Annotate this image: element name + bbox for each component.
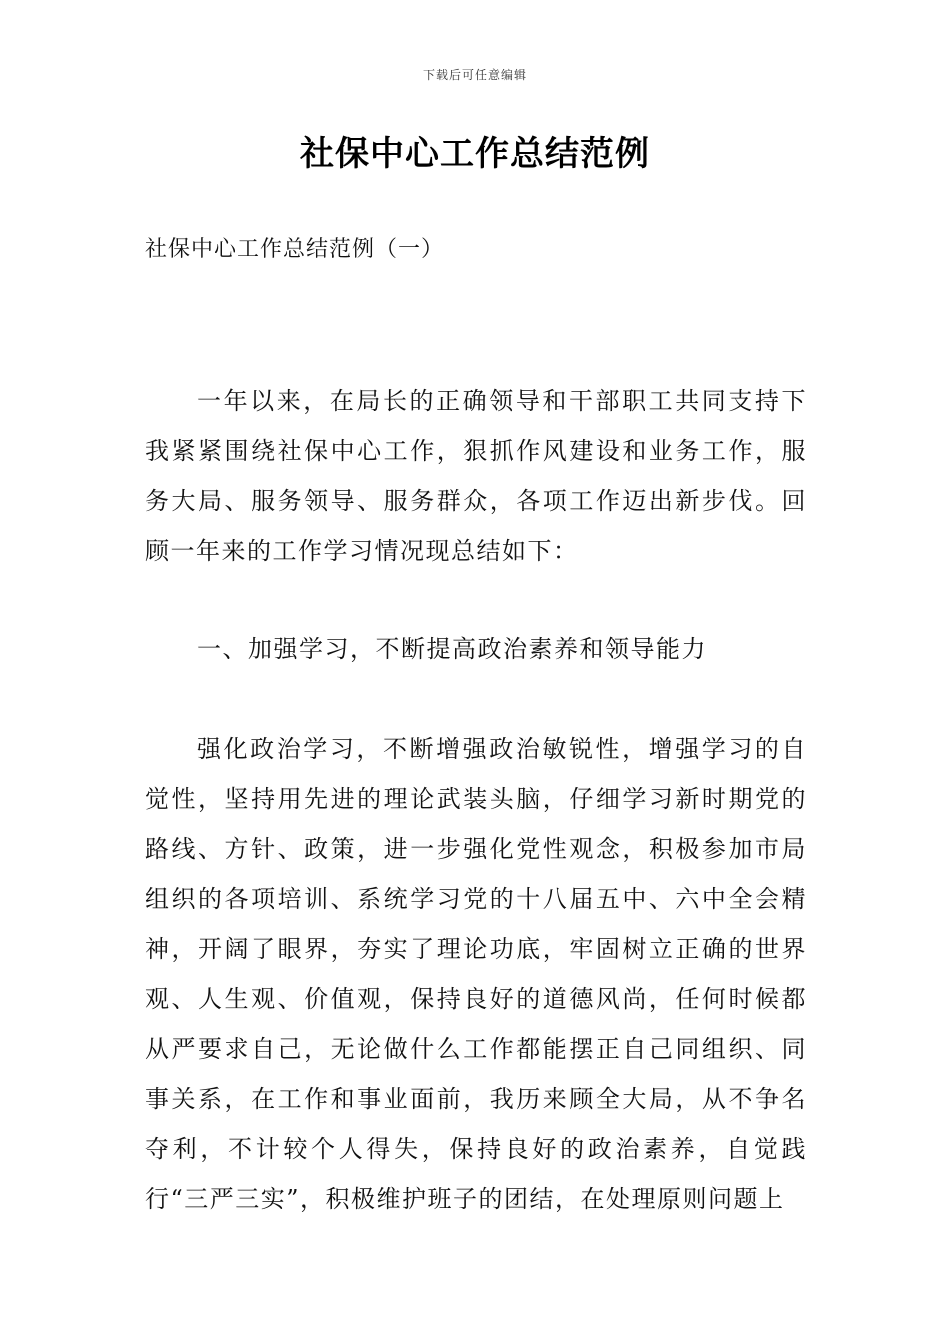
document-subtitle: 社保中心工作总结范例（一） [145,237,445,262]
section-heading: 一、加强学习，不断提高政治素养和领导能力 [197,635,707,663]
body-paragraph: 强化政治学习，不断增强政治敏锐性，增强学习的自觉性，坚持用先进的理论武装头脑，仔细学习新时期党的路线、方针、政策，进一步强化党性观念，积极参加市局组织的各项培训、系统学习党的十八届五中、六中全会精神，开阔了眼界，夯实了理论功底，牢固树立正确的世界观、人生观、价值观，保持良好的道德风尚，任何时候都从严要求自己，无论做什么工作都能摆正自己同组织、同事关系，在工作和事业面前，我历来顾全大局，从不争名夺利，不计较个人得失，保持良好的政治素养，自觉践行“三严三实”，积极维护班子的团结，在处理原则问题上 [145,735,807,1213]
header-note: 下载后可任意编辑 [422,68,527,82]
page-title: 社保中心工作总结范例 [300,134,650,174]
intro-paragraph: 一年以来，在局长的正确领导和干部职工共同支持下我紧紧围绕社保中心工作，狠抓作风建设和业务工作，服务大局、服务领导、服务群众，各项工作迈出新步伐。回顾一年来的工作学习情况现总结如下： [145,387,807,565]
